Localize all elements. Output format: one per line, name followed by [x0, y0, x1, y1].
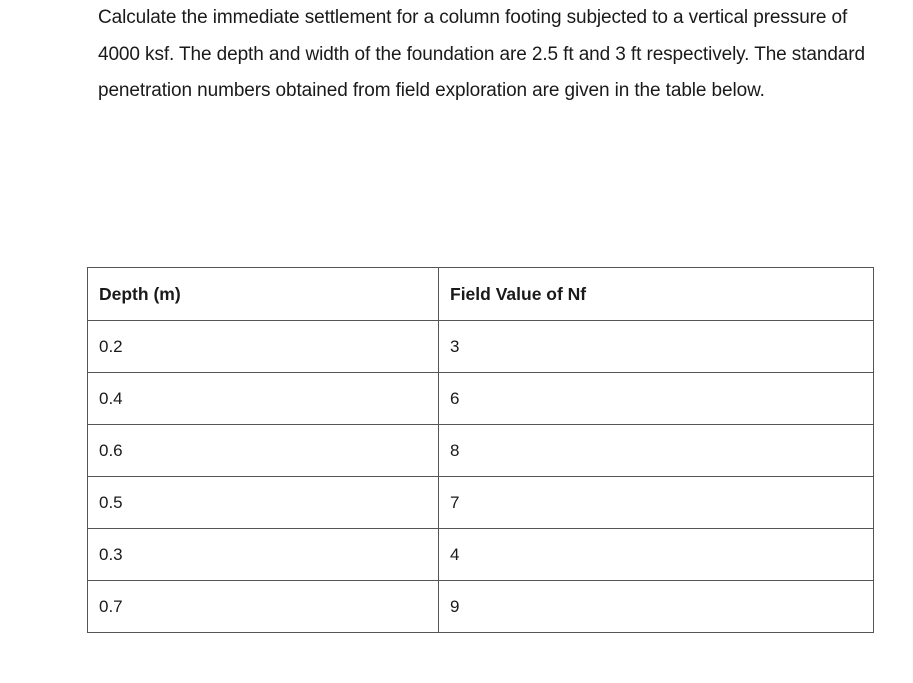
- field-value-cell: 9: [439, 581, 874, 633]
- field-value-cell: 8: [439, 425, 874, 477]
- table-row: [88, 581, 874, 633]
- field-value-cell: 3: [439, 321, 874, 373]
- table-header-row: [88, 268, 874, 321]
- table-row: [88, 321, 874, 373]
- table-row: [88, 373, 874, 425]
- depth-cell: 0.2: [88, 321, 439, 373]
- field-value-cell: 7: [439, 477, 874, 529]
- depth-cell: 0.5: [88, 477, 439, 529]
- depth-cell: 0.4: [88, 373, 439, 425]
- header-depth: Depth (m): [88, 268, 439, 321]
- spt-data-table: [87, 267, 874, 633]
- header-field-value: Field Value of Nf: [439, 268, 874, 321]
- table-row: [88, 477, 874, 529]
- field-value-cell: 4: [439, 529, 874, 581]
- depth-cell: 0.3: [88, 529, 439, 581]
- depth-cell: 0.7: [88, 581, 439, 633]
- table-row: [88, 425, 874, 477]
- problem-statement: Calculate the immediate settlement for a column footing subjected to a vertical pressure of 4000 ksf. The depth and width of the foundation are 2.5 ft and 3 ft respectively. The standard penetration numbers obtained from field exploration are given in the table below.: [98, 7, 865, 101]
- table-row: [88, 529, 874, 581]
- depth-cell: 0.6: [88, 425, 439, 477]
- field-value-cell: 6: [439, 373, 874, 425]
